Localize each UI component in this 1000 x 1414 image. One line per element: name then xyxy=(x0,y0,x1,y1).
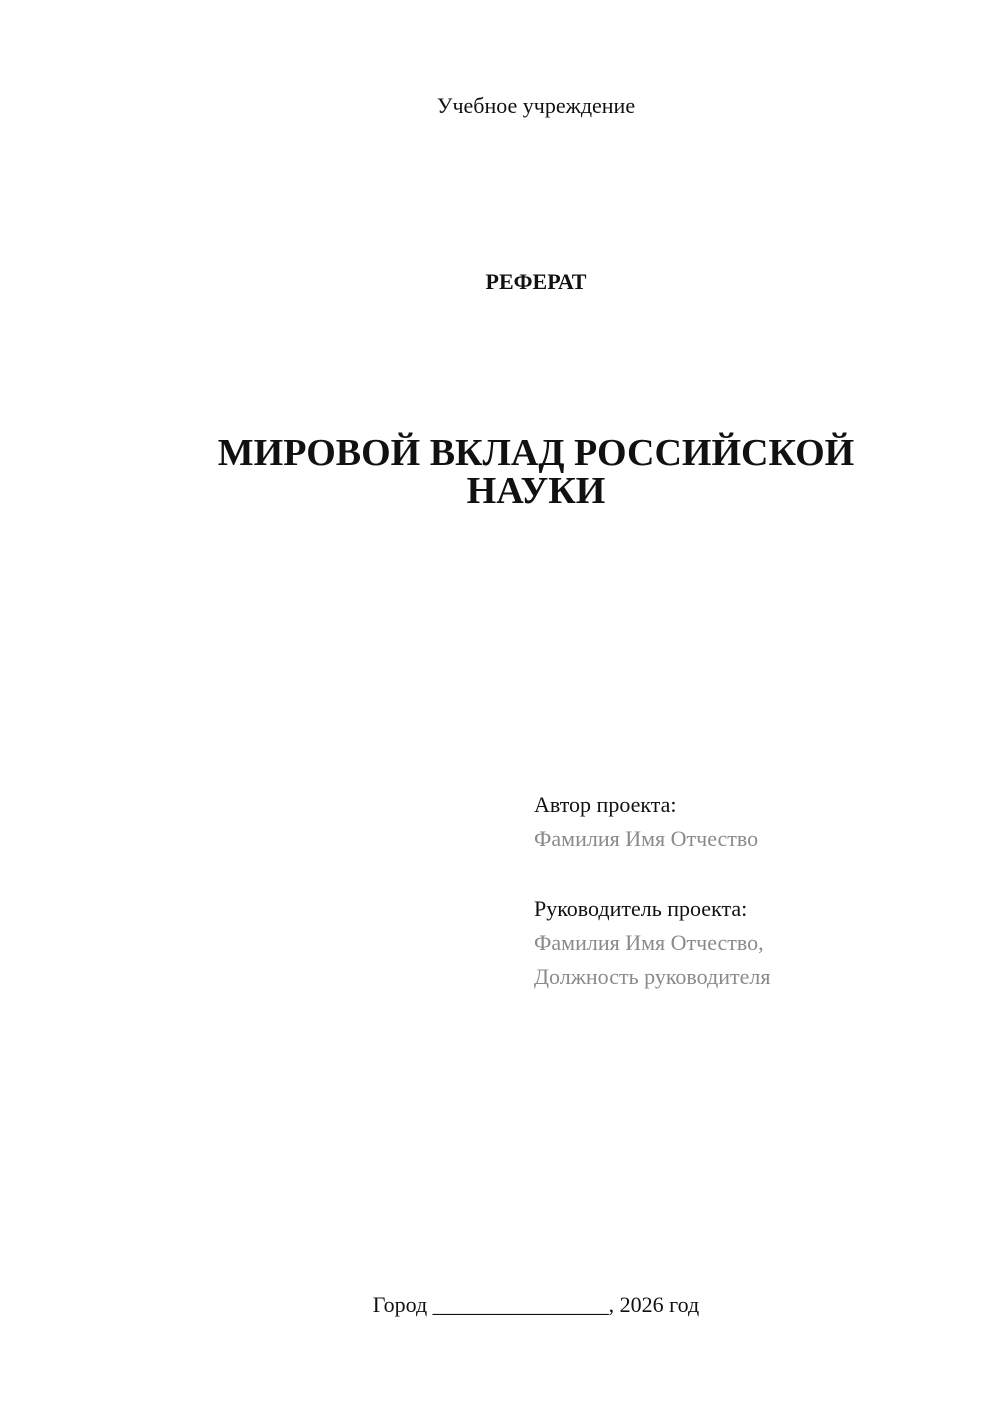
title-line-1: МИРОВОЙ ВКЛАД РОССИЙСКОЙ xyxy=(217,432,855,474)
institution-name: Учебное учреждение xyxy=(436,93,636,118)
title-line-2: НАУКИ xyxy=(466,470,606,512)
project-info-block xyxy=(534,788,974,994)
author-label: Автор проекта: xyxy=(534,792,677,817)
document-title xyxy=(72,434,1000,510)
document-type: РЕФЕРАТ xyxy=(485,269,587,294)
supervisor-label: Руководитель проекта: xyxy=(534,896,748,921)
info-spacer xyxy=(534,856,974,892)
supervisor-position-placeholder: Должность руководителя xyxy=(534,964,771,989)
author-name-placeholder: Фамилия Имя Отчество xyxy=(534,826,759,851)
city-year-line: Город ________________, 2026 год xyxy=(372,1292,700,1317)
supervisor-name-placeholder: Фамилия Имя Отчество, xyxy=(534,930,764,955)
